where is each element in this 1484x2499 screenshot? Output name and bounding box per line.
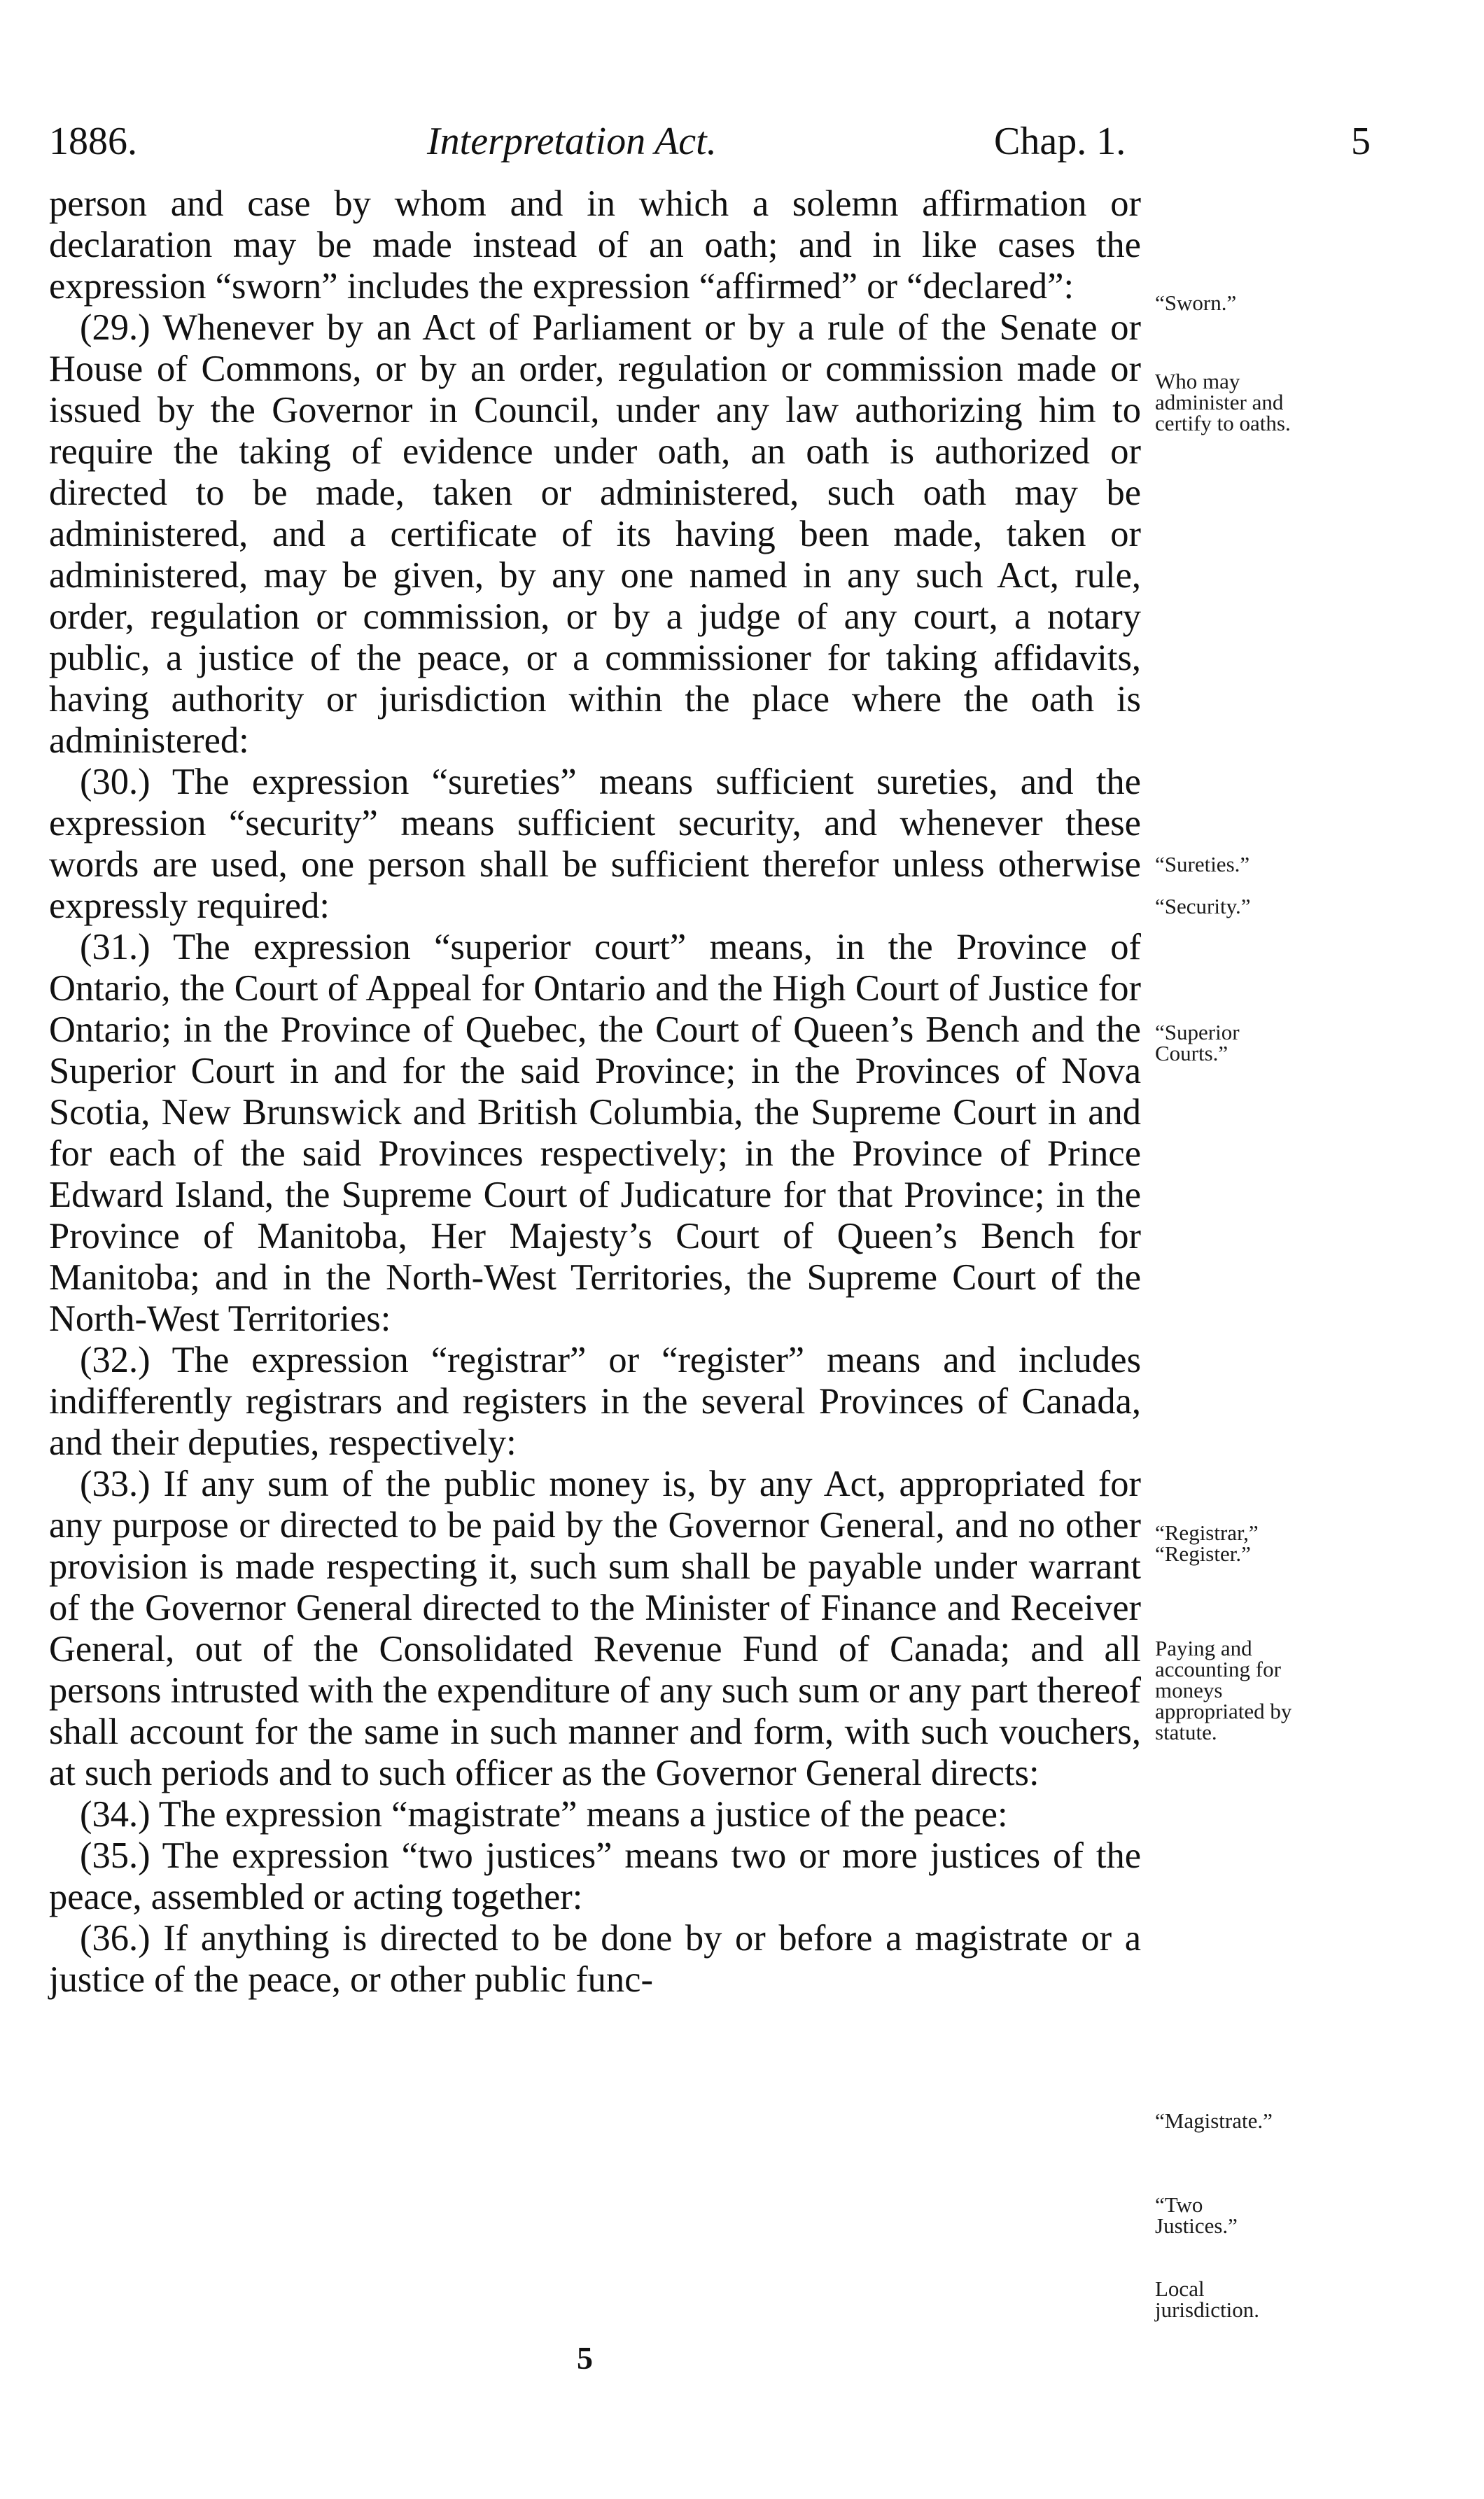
header-year: 1886. [49,120,137,163]
paragraph-continuation: person and case by whom and in which a solemn affirmation or declaration may be made instead of an oath; and in like cases the expression “sworn” includes the expression “affirmed” or “declared”: [49,183,1141,307]
section-36: (36.) If anything is directed to be done by or before a magistrate or a justice of the peace, or other public func- [49,1918,1141,2000]
margin-note-superior-courts: “Superior Courts.” [1155,1020,1240,1065]
section-31: (31.) The expression “superior court” means, in the Province of Ontario, the Court of Appeal for Ontario and the High Court of Justice for Ontario; in the Province of Quebec, the Court of Queen’s Bench and the Superior Court in and for the said Province; in the Provinces of Nova Scotia, New Brunswick and British Columbia, the Supreme Court in and for each of the said Provinces respectively; in the Province of Prince Edward Island, the Supreme Court of Judicature for that Province; in the Province of Manitoba, Her Majesty’s Court of Queen’s Bench for Manitoba; and in the North-West Territories, the Supreme Court of the North-West Territories: [49,927,1141,1339]
header-chapter: Chap. 1. [994,120,1126,163]
running-header [49,119,1379,175]
signature-mark: 5 [577,2340,593,2376]
margin-note-oaths: Who may administer and certify to oaths. [1155,369,1291,435]
section-30: (30.) The expression “sureties” means sufficient sureties, and the expression “security” means sufficient security, and whenever these words are used, one person shall be sufficient therefor unless otherwise expressly required: [49,762,1141,926]
margin-note-two-justices: “Two Justices.” [1155,2192,1238,2238]
main-text-column [49,183,1141,2001]
section-35: (35.) The expression “two justices” means two or more justices of the peace, assembled or acting together: [49,1835,1141,1917]
margin-note-sureties: “Sureties.” [1155,852,1250,876]
margin-note-paying-accounting: Paying and accounting for moneys appropriated by statute. [1155,1636,1292,1744]
header-page-number: 5 [1351,120,1371,163]
margin-note-local-jurisdiction: Local jurisdiction. [1155,2276,1259,2322]
section-34: (34.) The expression “magistrate” means a justice of the peace: [80,1794,1008,1835]
margin-note-registrar: “Registrar,” “Register.” [1155,1520,1259,1566]
section-33: (33.) If any sum of the public money is, by any Act, appropriated for any purpose or directed to be paid by the Governor General, and no other provision is made respecting it, such sum shall be payable under warrant of the Governor General directed to the Minister of Finance and Receiver General, out of the Consolidated Revenue Fund of Canada; and all persons intrusted with the expenditure of any such sum or any part thereof shall account for the same in such manner and form, with such vouchers, at such periods and to such officer as the Governor General directs: [49,1464,1142,1793]
header-title: Interpretation Act. [427,120,717,163]
margin-note-sworn: “Sworn.” [1155,290,1237,315]
section-29: (29.) Whenever by an Act of Parliament or by a rule of the Senate or House of Commons, or by an order, regulation or commission made or issued by the Governor in Council, under any law authorizing him to require the taking of evidence under oath, an oath is authorized or directed to be made, taken or administered, such oath may be administered, and a certificate of its having been made, taken or administered, may be given, by any one named in any such Act, rule, order, regulation or commission, or by a judge of any court, a notary public, a justice of the peace, or a commissioner for taking affidavits, having authority or jurisdiction within the place where the oath is administered: [49,307,1141,761]
section-32: (32.) The expression “registrar” or “register” means and includes indifferently registrars and registers in the several Provinces of Canada, and their deputies, respectively: [49,1340,1141,1463]
margin-note-security: “Security.” [1155,894,1251,918]
margin-note-magistrate: “Magistrate.” [1155,2108,1273,2133]
